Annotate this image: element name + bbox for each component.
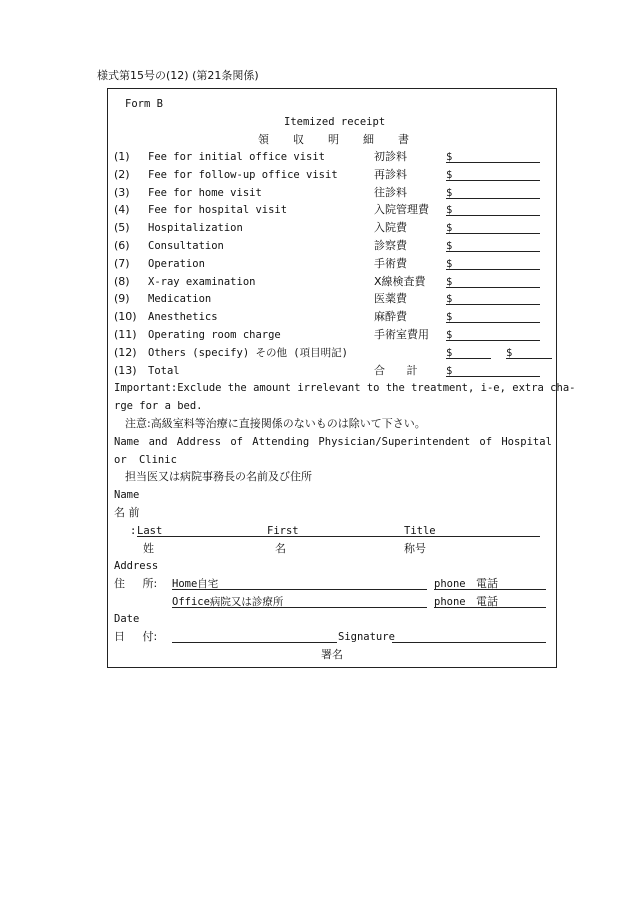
currency-sign: $ (446, 329, 453, 341)
office-phone-label: phone (434, 596, 466, 608)
first-name-label: First (267, 525, 299, 537)
signature-label-japanese: 署名 (321, 648, 343, 661)
item-label-japanese: 入院管理費 (374, 203, 429, 216)
item-number: (6) (114, 239, 130, 252)
name-colon: : (130, 525, 137, 537)
amount-field[interactable] (446, 251, 540, 252)
currency-sign: $ (446, 293, 453, 305)
signature-label: Signature (338, 631, 395, 643)
item-label-english: Fee for follow-up office visit (148, 169, 338, 181)
item-number: (13) (114, 364, 137, 377)
currency-sign: $ (446, 222, 453, 234)
currency-sign: $ (446, 258, 453, 270)
item-label-english: Fee for hospital visit (148, 204, 288, 216)
home-phone-field[interactable] (434, 589, 546, 590)
item-label-english: Medication (148, 293, 212, 305)
amount-field[interactable] (446, 376, 540, 377)
signature-field[interactable] (392, 642, 546, 643)
date-label: Date (114, 613, 140, 625)
currency-sign: $ (446, 365, 453, 377)
amount-field[interactable] (446, 287, 540, 288)
amount-field[interactable] (446, 215, 540, 216)
physician-label-word: Address (176, 436, 222, 448)
date-field[interactable] (172, 642, 337, 643)
item-number: (3) (114, 186, 130, 199)
form-label: Form B (125, 98, 163, 110)
important-note-line2: rge for a bed. (114, 400, 203, 412)
currency-sign: $ (446, 347, 453, 359)
amount-field[interactable] (446, 304, 540, 305)
item-label-japanese: 往診料 (374, 186, 407, 199)
important-note-line1: Important:Exclude the amount irrelevant to the treatment, i-e, extra cha- (114, 382, 576, 394)
address-label: Address (114, 560, 159, 572)
physician-label-line1 (114, 435, 552, 449)
item-label-english: Hospitalization (148, 222, 243, 234)
last-name-label: Last (137, 525, 163, 537)
date-label-japanese: 日 付: (114, 630, 158, 643)
physician-label-word: Physician/Superintendent (318, 436, 471, 448)
currency-sign: $ (446, 276, 453, 288)
item-label-japanese: 入院費 (374, 221, 407, 234)
amount-field[interactable] (446, 340, 540, 341)
currency-sign: $ (446, 204, 453, 216)
item-label-english: Anesthetics (148, 311, 218, 323)
item-label-english: Fee for initial office visit (148, 151, 326, 163)
notice-japanese: 注意:高級室料等治療に直接関係のないものは除いて下さい。 (125, 417, 426, 430)
home-phone-label-japanese: 電話 (476, 577, 498, 590)
item-label-english: Operating room charge (148, 329, 281, 341)
form-header: 様式第15号の(12) (第21条関係) (97, 69, 259, 82)
item-label-english: Total (148, 365, 180, 377)
home-address-label: Home自宅 (172, 578, 219, 590)
item-label-japanese: 手術費 (374, 257, 407, 270)
item-label-japanese: 診察費 (374, 239, 407, 252)
item-number: (10) (114, 310, 137, 323)
physician-label-word: of (479, 436, 493, 448)
amount-field-2[interactable] (506, 358, 552, 359)
amount-field[interactable] (446, 162, 540, 163)
item-label-english: Fee for home visit (148, 187, 262, 199)
item-label-japanese: 合 計 (374, 364, 418, 377)
item-number: (11) (114, 328, 137, 341)
item-label-japanese: 再診料 (374, 168, 407, 181)
name-field[interactable] (137, 536, 540, 537)
item-number: (8) (114, 275, 130, 288)
address-label-japanese: 住 所: (114, 577, 158, 590)
office-phone-label-japanese: 電話 (476, 595, 498, 608)
physician-label-line2: or Clinic (114, 454, 177, 466)
name-label: Name (114, 489, 140, 501)
physician-label-japanese: 担当医又は病院事務長の名前及び住所 (125, 470, 312, 483)
item-label-english: Operation (148, 258, 205, 270)
home-phone-label: phone (434, 578, 466, 590)
item-label-english: Consultation (148, 240, 224, 252)
item-label-japanese: 麻酔費 (374, 310, 407, 323)
receipt-form (107, 88, 576, 668)
item-number: (4) (114, 203, 130, 216)
title-english: Itemized receipt (284, 116, 386, 128)
currency-sign: $ (446, 169, 453, 181)
item-label-japanese: 医薬費 (374, 292, 407, 305)
title-label: Title (404, 525, 436, 537)
currency-sign: $ (446, 151, 453, 163)
physician-label-word: Hospital (501, 436, 552, 448)
item-label-english: X-ray examination (148, 276, 256, 288)
item-number: (7) (114, 257, 130, 270)
first-name-label-japanese: 名 (275, 542, 286, 555)
title-label-japanese: 称号 (404, 542, 426, 555)
currency-sign: $ (446, 311, 453, 323)
item-number: (2) (114, 168, 130, 181)
amount-field[interactable] (446, 198, 540, 199)
physician-label-word: of (230, 436, 243, 448)
amount-field[interactable] (446, 233, 540, 234)
home-address-field[interactable] (172, 589, 427, 590)
amount-field[interactable] (446, 180, 540, 181)
item-number: (9) (114, 292, 130, 305)
item-number: (1) (114, 150, 130, 163)
physician-label-word: Name (114, 436, 140, 448)
currency-sign: $ (506, 347, 513, 359)
title-japanese: 領収明細書 (258, 133, 433, 146)
name-label-japanese: 名 前 (114, 506, 140, 519)
amount-field[interactable] (446, 269, 540, 270)
item-number: (12) (114, 346, 137, 359)
physician-label-word: and (148, 436, 168, 448)
item-label-japanese: 手術室費用 (374, 328, 429, 341)
currency-sign: $ (446, 240, 453, 252)
item-label-japanese: X線検査費 (374, 275, 426, 288)
item-label-english: Others (specify) その他 (項目明記) (148, 347, 348, 359)
physician-label-word: Attending (252, 436, 310, 448)
amount-field[interactable] (446, 322, 540, 323)
item-number: (5) (114, 221, 130, 234)
item-label-japanese: 初診料 (374, 150, 407, 163)
currency-sign: $ (446, 187, 453, 199)
amount-field[interactable] (446, 358, 491, 359)
office-address-field[interactable] (172, 607, 427, 608)
last-name-label-japanese: 姓 (143, 542, 154, 555)
office-address-label: Office病院又は診療所 (172, 596, 284, 608)
office-phone-field[interactable] (434, 607, 546, 608)
